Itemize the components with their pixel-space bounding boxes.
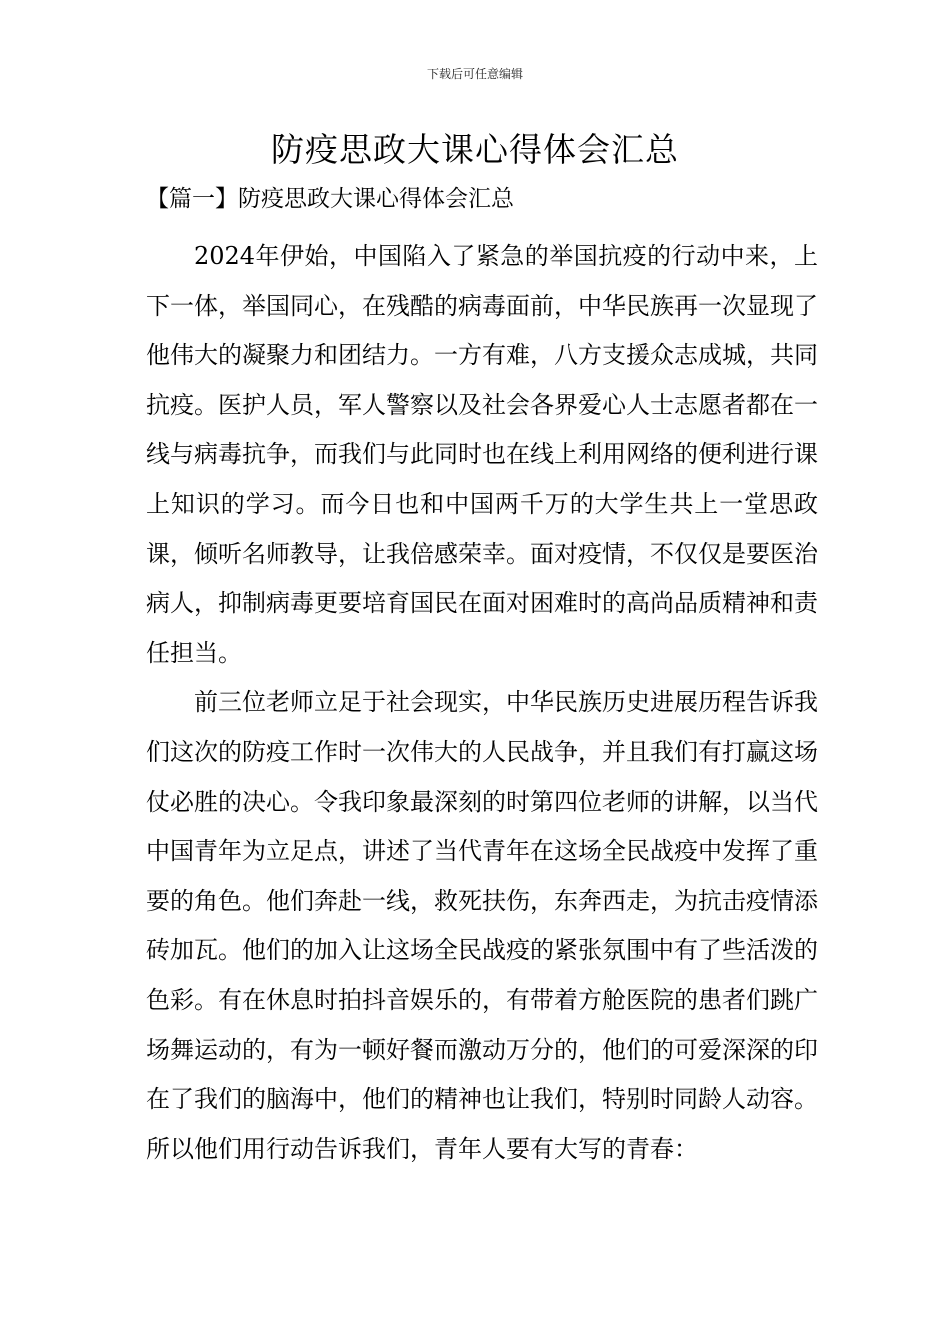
document-body xyxy=(146,232,818,1174)
section-heading: 【篇一】防疫思政大课心得体会汇总 xyxy=(146,186,514,212)
body-paragraph-1: 2024年伊始，中国陷入了紧急的举国抗疫的行动中来，上下一体，举国同心，在残酷的病毒面前，中华民族再一次显现了他伟大的凝聚力和团结力。一方有难，八方支援众志成城，共同抗疫。医护人员，军人警察以及社会各界爱心人士志愿者都在一线与病毒抗争，而我们与此同时也在线上利用网络的便利进行课上知识的学习。而今日也和中国两千万的大学生共上一堂思政课，倾听名师教导，让我倍感荣幸。面对疫情，不仅仅是要医治病人，抑制病毒更要培育国民在面对困难时的高尚品质精神和责任担当。 xyxy=(146,242,818,667)
document-title: 防疫思政大课心得体会汇总 xyxy=(271,130,679,169)
page-header-note: 下载后可任意编辑 xyxy=(426,67,523,81)
body-paragraph-2: 前三位老师立足于社会现实，中华民族历史进展历程告诉我们这次的防疫工作时一次伟大的人民战争，并且我们有打赢这场仗必胜的决心。令我印象最深刻的时第四位老师的讲解，以当代中国青年为立足点，讲述了当代青年在这场全民战疫中发挥了重要的角色。他们奔赴一线，救死扶伤，东奔西走，为抗击疫情添砖加瓦。他们的加入让这场全民战疫的紧张氛围中有了些活泼的色彩。有在休息时拍抖音娱乐的，有带着方舱医院的患者们跳广场舞运动的，有为一顿好餐而激动万分的，他们的可爱深深的印在了我们的脑海中，他们的精神也让我们，特别时同龄人动容。所以他们用行动告诉我们，青年人要有大写的青春： xyxy=(146,688,818,1163)
